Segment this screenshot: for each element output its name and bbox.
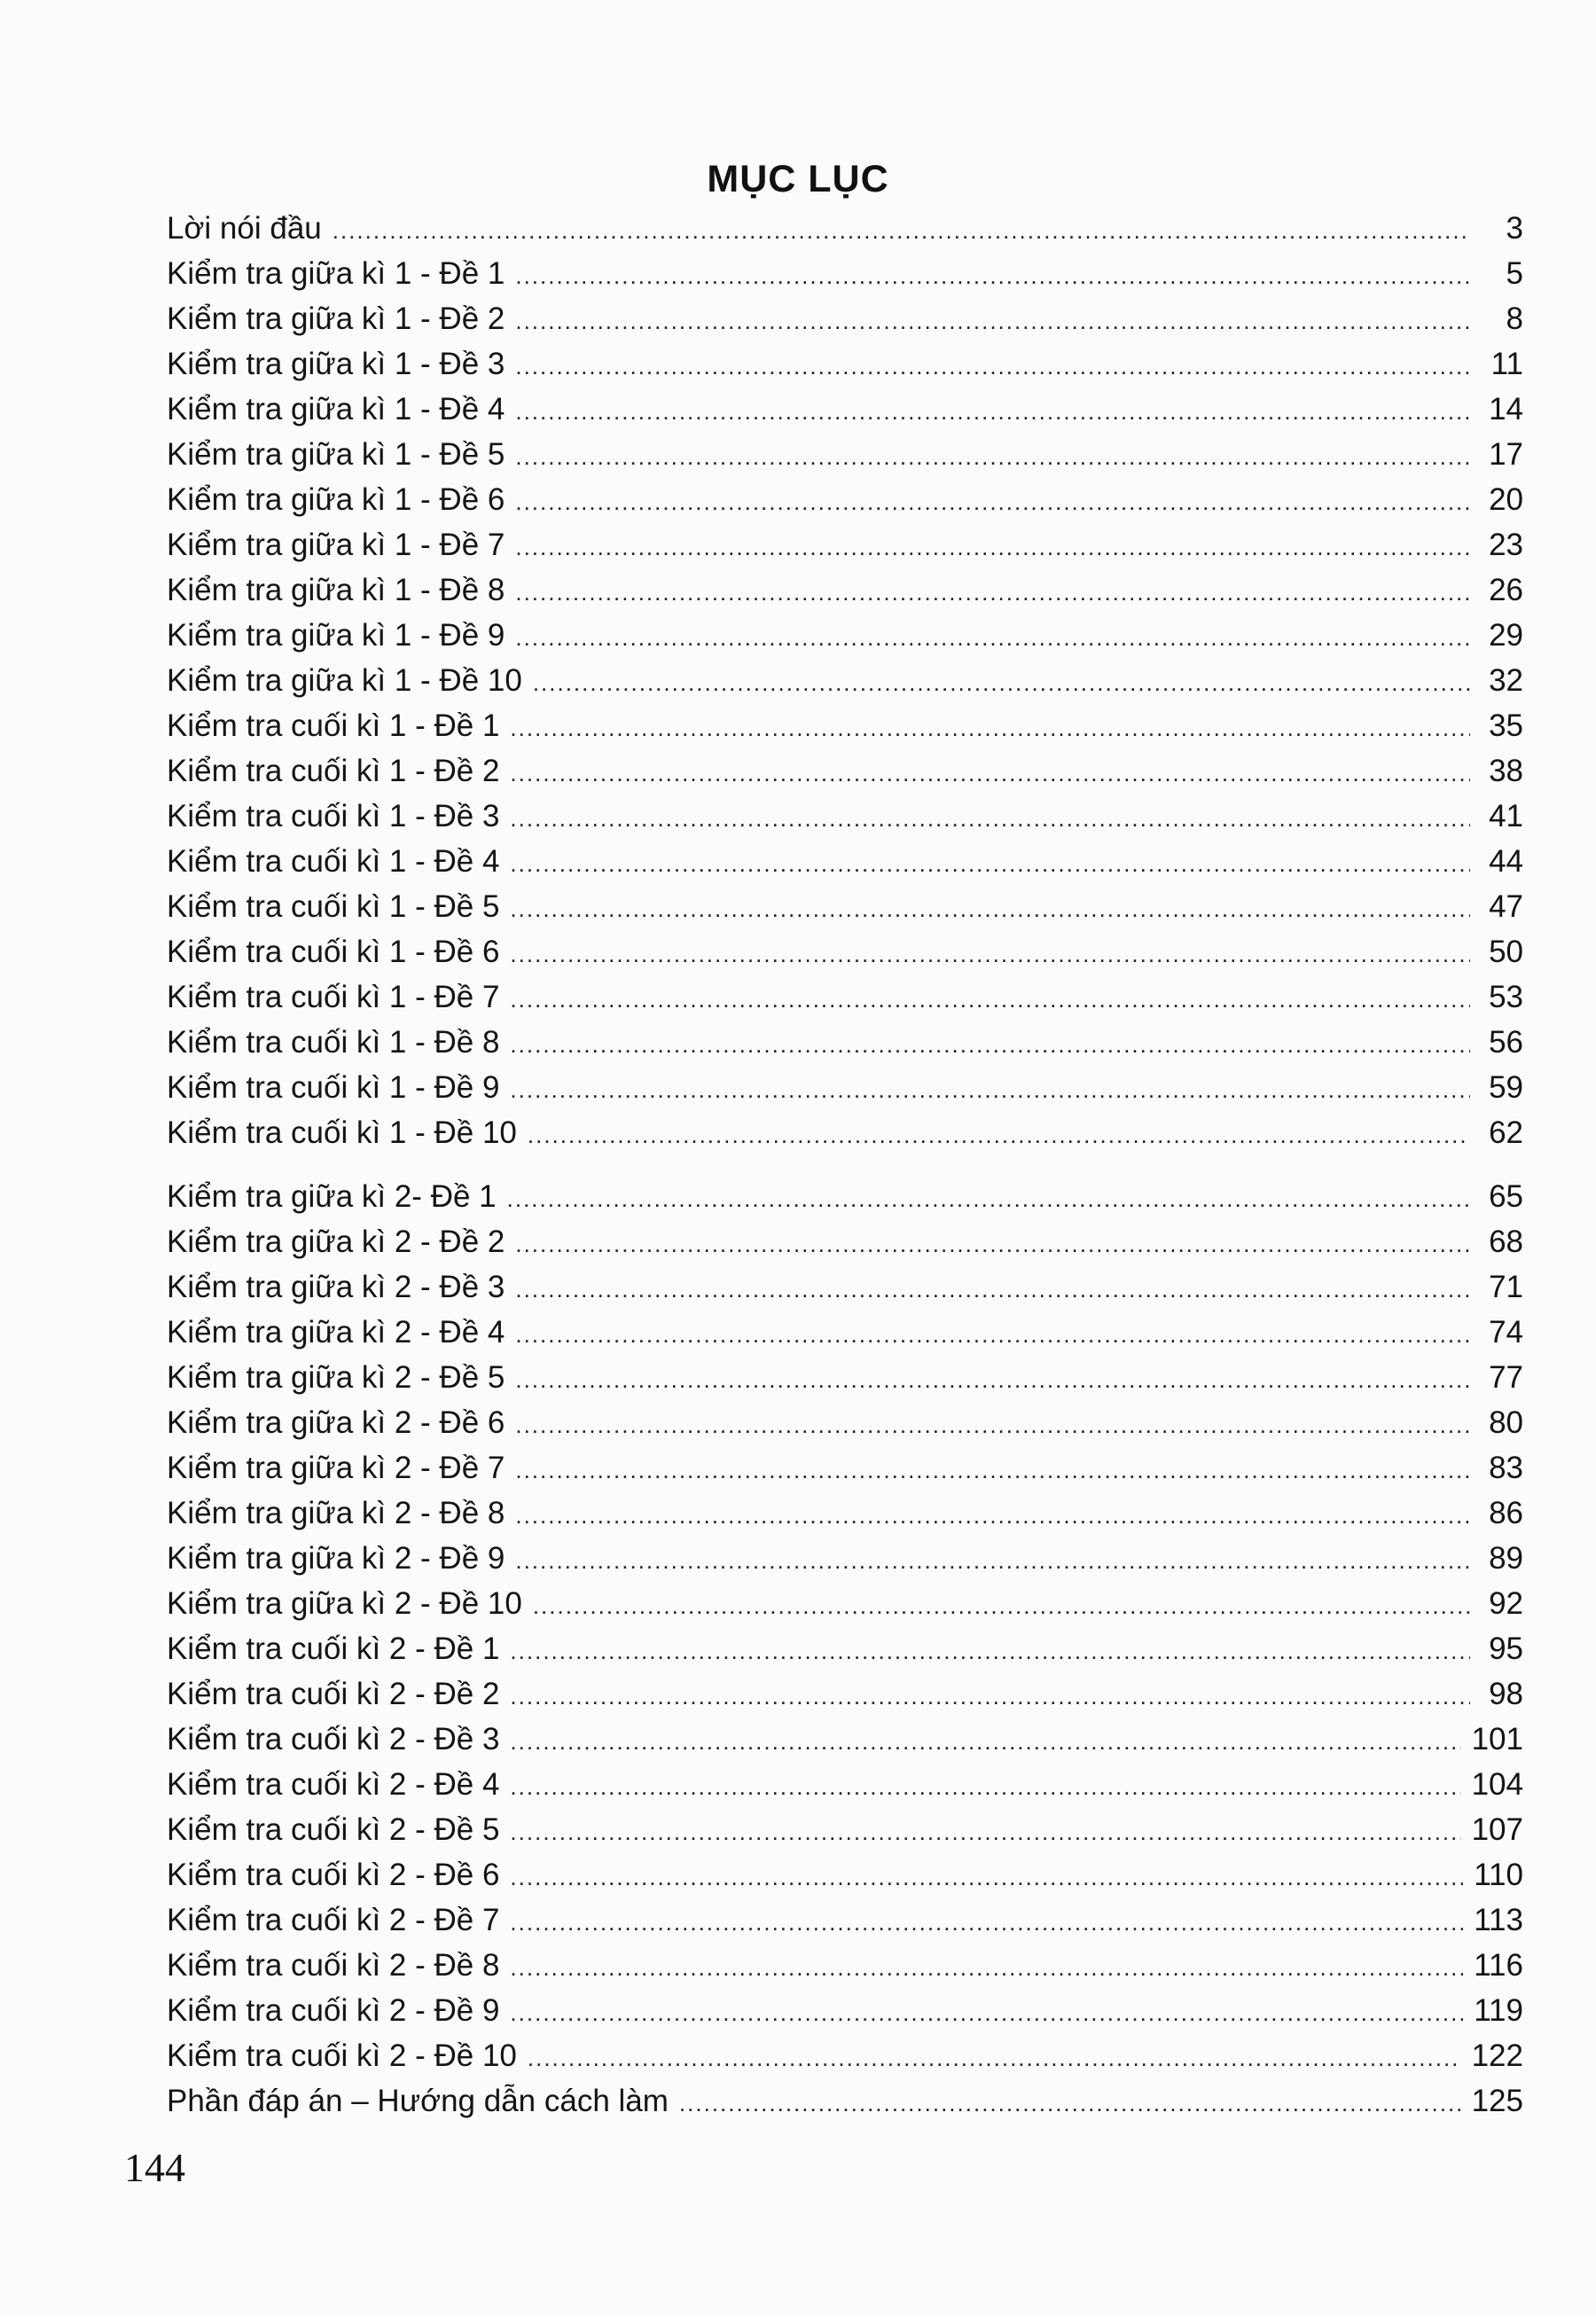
toc-entry-label: Kiểm tra cuối kì 2 - Đề 5: [167, 1812, 500, 1847]
toc-entry-page: 41: [1489, 799, 1523, 833]
toc-entry: [167, 884, 1523, 929]
toc-entry: [167, 703, 1523, 748]
toc-entry-page: 35: [1489, 708, 1523, 743]
toc-entry-page: 68: [1489, 1225, 1523, 1259]
toc-entry-label: Kiểm tra cuối kì 2 - Đề 1: [167, 1631, 500, 1666]
toc-entry: [167, 567, 1523, 613]
toc-entry-page: 14: [1489, 392, 1523, 426]
toc-entry-label: Kiểm tra giữa kì 2 - Đề 6: [167, 1405, 505, 1440]
dot-leader: [510, 1068, 1470, 1113]
toc-entry: [167, 839, 1523, 884]
toc-entry: [167, 974, 1523, 1020]
toc-entry: [167, 341, 1523, 387]
toc-entry: [167, 794, 1523, 839]
toc-entry: [167, 1174, 1523, 1219]
dot-leader: [510, 1810, 1460, 1855]
toc-entry-label: Kiểm tra cuối kì 1 - Đề 3: [167, 799, 500, 833]
dot-leader: [515, 1403, 1470, 1448]
toc-entry-page: 26: [1489, 573, 1523, 607]
toc-entry: [167, 1943, 1523, 1988]
toc-entry-page: 5: [1506, 256, 1523, 291]
toc-entry: [167, 2033, 1523, 2078]
toc-entry-page: 86: [1489, 1496, 1523, 1530]
toc-entry-label: Kiểm tra giữa kì 1 - Đề 7: [167, 528, 505, 562]
dot-leader: [515, 1448, 1470, 1493]
toc-entry-page: 125: [1471, 2084, 1523, 2118]
toc-entry: [167, 387, 1523, 432]
dot-leader: [510, 932, 1470, 977]
toc-entry-page: 56: [1489, 1025, 1523, 1060]
page-title: MỤC LỤC: [707, 158, 889, 200]
toc-entry-page: 53: [1489, 980, 1523, 1014]
dot-leader: [510, 841, 1470, 887]
toc-entry-label: Kiểm tra cuối kì 1 - Đề 1: [167, 708, 500, 743]
dot-leader: [515, 344, 1470, 389]
toc-entry-page: 50: [1489, 935, 1523, 969]
dot-leader: [515, 299, 1470, 344]
dot-leader: [533, 1584, 1470, 1629]
dot-leader: [510, 977, 1470, 1022]
toc-entry-label: Kiểm tra giữa kì 2 - Đề 4: [167, 1315, 505, 1350]
toc-entry: [167, 522, 1523, 567]
toc-entry-page: 104: [1471, 1767, 1523, 1802]
toc-entry-label: Kiểm tra cuối kì 1 - Đề 8: [167, 1025, 500, 1060]
toc-entry-label: Kiểm tra giữa kì 1 - Đề 10: [167, 663, 522, 698]
dot-leader: [515, 434, 1470, 480]
dot-leader: [515, 254, 1470, 299]
toc-entry-label: Kiểm tra cuối kì 1 - Đề 5: [167, 889, 500, 924]
toc-entry-page: 23: [1489, 528, 1523, 562]
toc-entry-label: Kiểm tra giữa kì 1 - Đề 5: [167, 437, 505, 472]
dot-leader: [528, 2036, 1461, 2081]
toc-entry-page: 98: [1489, 1677, 1523, 1711]
toc-entry-label: Kiểm tra giữa kì 2 - Đề 2: [167, 1225, 505, 1259]
toc-entry-label: Kiểm tra giữa kì 2 - Đề 9: [167, 1541, 505, 1576]
dot-leader: [515, 1358, 1470, 1403]
toc-entry-page: 113: [1474, 1903, 1523, 1937]
toc-entry-label: Kiểm tra giữa kì 2 - Đề 5: [167, 1360, 505, 1395]
toc-entry-page: 47: [1489, 889, 1523, 924]
toc-entry: [167, 1762, 1523, 1807]
toc-entry: [167, 1671, 1523, 1717]
toc-entry: [167, 1717, 1523, 1762]
toc-entry: [167, 1897, 1523, 1943]
toc-entry-page: 74: [1489, 1315, 1523, 1350]
dot-leader: [515, 525, 1470, 570]
toc-entry-label: Lời nói đầu: [167, 211, 322, 246]
toc-entry: [167, 1110, 1523, 1155]
page-number: 144: [124, 2145, 185, 2190]
toc-entry-label: Kiểm tra cuối kì 2 - Đề 3: [167, 1722, 500, 1757]
dot-leader: [510, 1674, 1470, 1719]
dot-leader: [510, 1629, 1470, 1674]
toc-entry: [167, 1988, 1523, 2033]
dot-leader: [515, 1267, 1470, 1312]
toc-entry-label: Kiểm tra cuối kì 1 - Đề 2: [167, 754, 500, 788]
toc-entry: [167, 1626, 1523, 1671]
toc-entry-label: Kiểm tra cuối kì 1 - Đề 7: [167, 980, 500, 1014]
toc-entry-label: Kiểm tra giữa kì 2 - Đề 10: [167, 1586, 522, 1621]
dot-leader: [515, 480, 1470, 525]
dot-leader: [515, 1538, 1470, 1584]
toc-entry-page: 107: [1471, 1812, 1523, 1847]
toc-entry: [167, 1581, 1523, 1626]
toc-entry: [167, 613, 1523, 658]
dot-leader: [510, 1719, 1460, 1764]
toc-entry: [167, 1310, 1523, 1355]
dot-leader: [515, 389, 1470, 434]
toc-entry-page: 95: [1489, 1631, 1523, 1666]
toc-entry: [167, 296, 1523, 341]
toc-entry-label: Kiểm tra cuối kì 1 - Đề 9: [167, 1070, 500, 1105]
toc-entry-label: Kiểm tra giữa kì 1 - Đề 4: [167, 392, 505, 426]
dot-leader: [510, 1764, 1460, 1810]
dot-leader: [515, 1493, 1470, 1538]
toc-entry-page: 59: [1489, 1070, 1523, 1105]
toc-entry-label: Kiểm tra giữa kì 1 - Đề 1: [167, 256, 505, 291]
dot-leader: [507, 1177, 1470, 1222]
toc-entry-page: 89: [1489, 1541, 1523, 1576]
toc-entry-page: 44: [1489, 844, 1523, 879]
toc-entry-label: Kiểm tra cuối kì 2 - Đề 10: [167, 2038, 517, 2073]
toc-entry: [167, 1536, 1523, 1581]
toc-entry-label: Kiểm tra cuối kì 1 - Đề 10: [167, 1115, 517, 1150]
dot-leader: [510, 796, 1470, 841]
toc-entry-page: 119: [1474, 1993, 1523, 2028]
toc-entry-label: Kiểm tra giữa kì 2- Đề 1: [167, 1179, 497, 1214]
toc-entry: [167, 1491, 1523, 1536]
dot-leader: [533, 661, 1470, 706]
toc-entry-page: 32: [1489, 663, 1523, 698]
toc-entry: [167, 929, 1523, 974]
dot-leader: [515, 615, 1470, 661]
toc-entry-label: Kiểm tra cuối kì 1 - Đề 4: [167, 844, 500, 879]
dot-leader: [332, 208, 1470, 254]
toc-entry-page: 29: [1489, 618, 1523, 653]
toc-entry-page: 83: [1489, 1451, 1523, 1485]
toc-entry-label: Kiểm tra cuối kì 2 - Đề 4: [167, 1767, 500, 1802]
toc-entry-label: Kiểm tra giữa kì 2 - Đề 7: [167, 1451, 505, 1485]
table-of-contents: [167, 206, 1523, 2124]
toc-entry: [167, 251, 1523, 296]
toc-entry-page: 71: [1489, 1270, 1523, 1304]
toc-entry: [167, 1065, 1523, 1110]
toc-entry: [167, 477, 1523, 522]
dot-leader: [510, 1900, 1463, 1945]
toc-entry: [167, 206, 1523, 251]
toc-entry-label: Kiểm tra giữa kì 1 - Đề 3: [167, 347, 505, 381]
toc-entry-label: Kiểm tra cuối kì 1 - Đề 6: [167, 935, 500, 969]
dot-leader: [528, 1113, 1470, 1158]
toc-entry: [167, 1020, 1523, 1065]
toc-entry-label: Kiểm tra cuối kì 2 - Đề 6: [167, 1858, 500, 1892]
toc-entry: [167, 1355, 1523, 1400]
toc-entry-page: 20: [1489, 482, 1523, 517]
toc-entry: [167, 658, 1523, 703]
toc-entry-label: Kiểm tra giữa kì 1 - Đề 6: [167, 482, 505, 517]
toc-entry: [167, 1807, 1523, 1852]
toc-entry: [167, 1852, 1523, 1897]
toc-entry: [167, 748, 1523, 794]
toc-entry-label: Phần đáp án – Hướng dẫn cách làm: [167, 2084, 669, 2118]
toc-entry-label: Kiểm tra giữa kì 1 - Đề 2: [167, 301, 505, 336]
toc-entry: [167, 432, 1523, 477]
toc-entry-page: 62: [1489, 1115, 1523, 1150]
dot-leader: [510, 887, 1470, 932]
toc-entry-label: Kiểm tra giữa kì 1 - Đề 9: [167, 618, 505, 653]
dot-leader: [510, 1855, 1463, 1900]
toc-entry-page: 8: [1506, 301, 1523, 336]
toc-entry-page: 116: [1474, 1948, 1523, 1983]
toc-entry: [167, 1400, 1523, 1445]
dot-leader: [510, 1022, 1470, 1068]
toc-entry-page: 65: [1489, 1179, 1523, 1214]
toc-entry-page: 101: [1471, 1722, 1523, 1757]
toc-entry: [167, 1445, 1523, 1491]
toc-entry-label: Kiểm tra giữa kì 2 - Đề 3: [167, 1270, 505, 1304]
toc-entry-page: 11: [1490, 347, 1523, 381]
toc-entry: [167, 1219, 1523, 1264]
dot-leader: [510, 751, 1470, 796]
toc-entry-page: 77: [1489, 1360, 1523, 1395]
toc-entry-label: Kiểm tra giữa kì 1 - Đề 8: [167, 573, 505, 607]
toc-entry-page: 17: [1489, 437, 1523, 472]
dot-leader: [515, 1312, 1470, 1358]
dot-leader: [515, 1222, 1470, 1267]
dot-leader: [679, 2081, 1461, 2126]
toc-entry: [167, 1264, 1523, 1310]
dot-leader: [510, 1991, 1463, 2036]
toc-entry-label: Kiểm tra cuối kì 2 - Đề 8: [167, 1948, 500, 1983]
toc-entry-label: Kiểm tra giữa kì 2 - Đề 8: [167, 1496, 505, 1530]
toc-entry: [167, 2078, 1523, 2124]
dot-leader: [515, 570, 1470, 615]
toc-entry-label: Kiểm tra cuối kì 2 - Đề 7: [167, 1903, 500, 1937]
toc-entry-page: 92: [1489, 1586, 1523, 1621]
toc-entry-page: 122: [1471, 2038, 1523, 2073]
toc-entry-label: Kiểm tra cuối kì 2 - Đề 2: [167, 1677, 500, 1711]
toc-entry-page: 38: [1489, 754, 1523, 788]
dot-leader: [510, 706, 1470, 751]
toc-entry-label: Kiểm tra cuối kì 2 - Đề 9: [167, 1993, 500, 2028]
toc-entry-page: 110: [1474, 1858, 1523, 1892]
dot-leader: [510, 1945, 1463, 1991]
toc-entry-page: 80: [1489, 1405, 1523, 1440]
toc-entry-page: 3: [1506, 211, 1523, 246]
